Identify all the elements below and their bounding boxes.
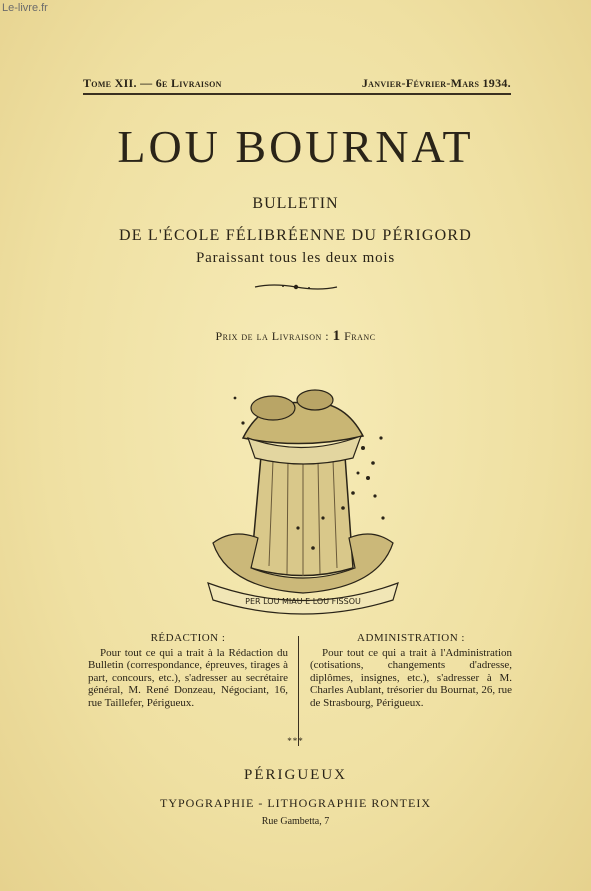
school-name: DE L'ÉCOLE FÉLIBRÉENNE DU PÉRIGORD bbox=[119, 227, 472, 244]
column-divider bbox=[298, 636, 299, 746]
issue-date: Janvier-Février-Mars 1934. bbox=[361, 76, 511, 90]
printer-name: TYPOGRAPHIE - LITHOGRAPHIE RONTEIX bbox=[160, 796, 431, 810]
price-unit: Franc bbox=[344, 329, 376, 343]
price-line bbox=[0, 328, 591, 345]
journal-title: LOU BOURNAT bbox=[117, 121, 474, 172]
redaction-heading: RÉDACTION : bbox=[150, 632, 226, 644]
ornament-icon bbox=[253, 282, 339, 292]
bulletin-label: BULLETIN bbox=[252, 195, 339, 212]
tome-label: Tome XII. — 6e Livraison bbox=[83, 76, 222, 90]
publication-frequency: Paraissant tous les deux mois bbox=[195, 250, 396, 266]
header-bar bbox=[83, 74, 511, 95]
redaction-text: Pour tout ce qui a trait à la Rédaction du Bulletin (correspondance, épreuves, tirages à part, concours, etc.), s'adresser au secrétaire général, M. René Donzeau, Négociant, 16, rue Taillefer, Périgueux. bbox=[88, 646, 288, 709]
price-label: Prix de la Livraison : bbox=[215, 329, 330, 343]
redaction-column bbox=[88, 632, 288, 710]
footer-ornament: *** bbox=[287, 736, 304, 746]
beehive-illustration-icon bbox=[203, 378, 403, 618]
printer-address: Rue Gambetta, 7 bbox=[261, 816, 330, 827]
administration-text: Pour tout ce qui a trait à l'Administration (cotisations, changements d'adresse, diplômes, insignes, etc.), s'adresser à M. Charles Aublant, trésorier du Bournat, 26, rue de Strasbourg, Périgueux. bbox=[310, 646, 512, 709]
watermark: Le-livre.fr bbox=[2, 2, 48, 14]
administration-column bbox=[310, 632, 512, 710]
motto-ribbon: PER LOU MIAU E LOU FISSOU bbox=[245, 597, 361, 606]
administration-heading: ADMINISTRATION : bbox=[357, 632, 465, 644]
price-value: 1 bbox=[332, 328, 341, 344]
publication-city: PÉRIGUEUX bbox=[244, 767, 347, 783]
